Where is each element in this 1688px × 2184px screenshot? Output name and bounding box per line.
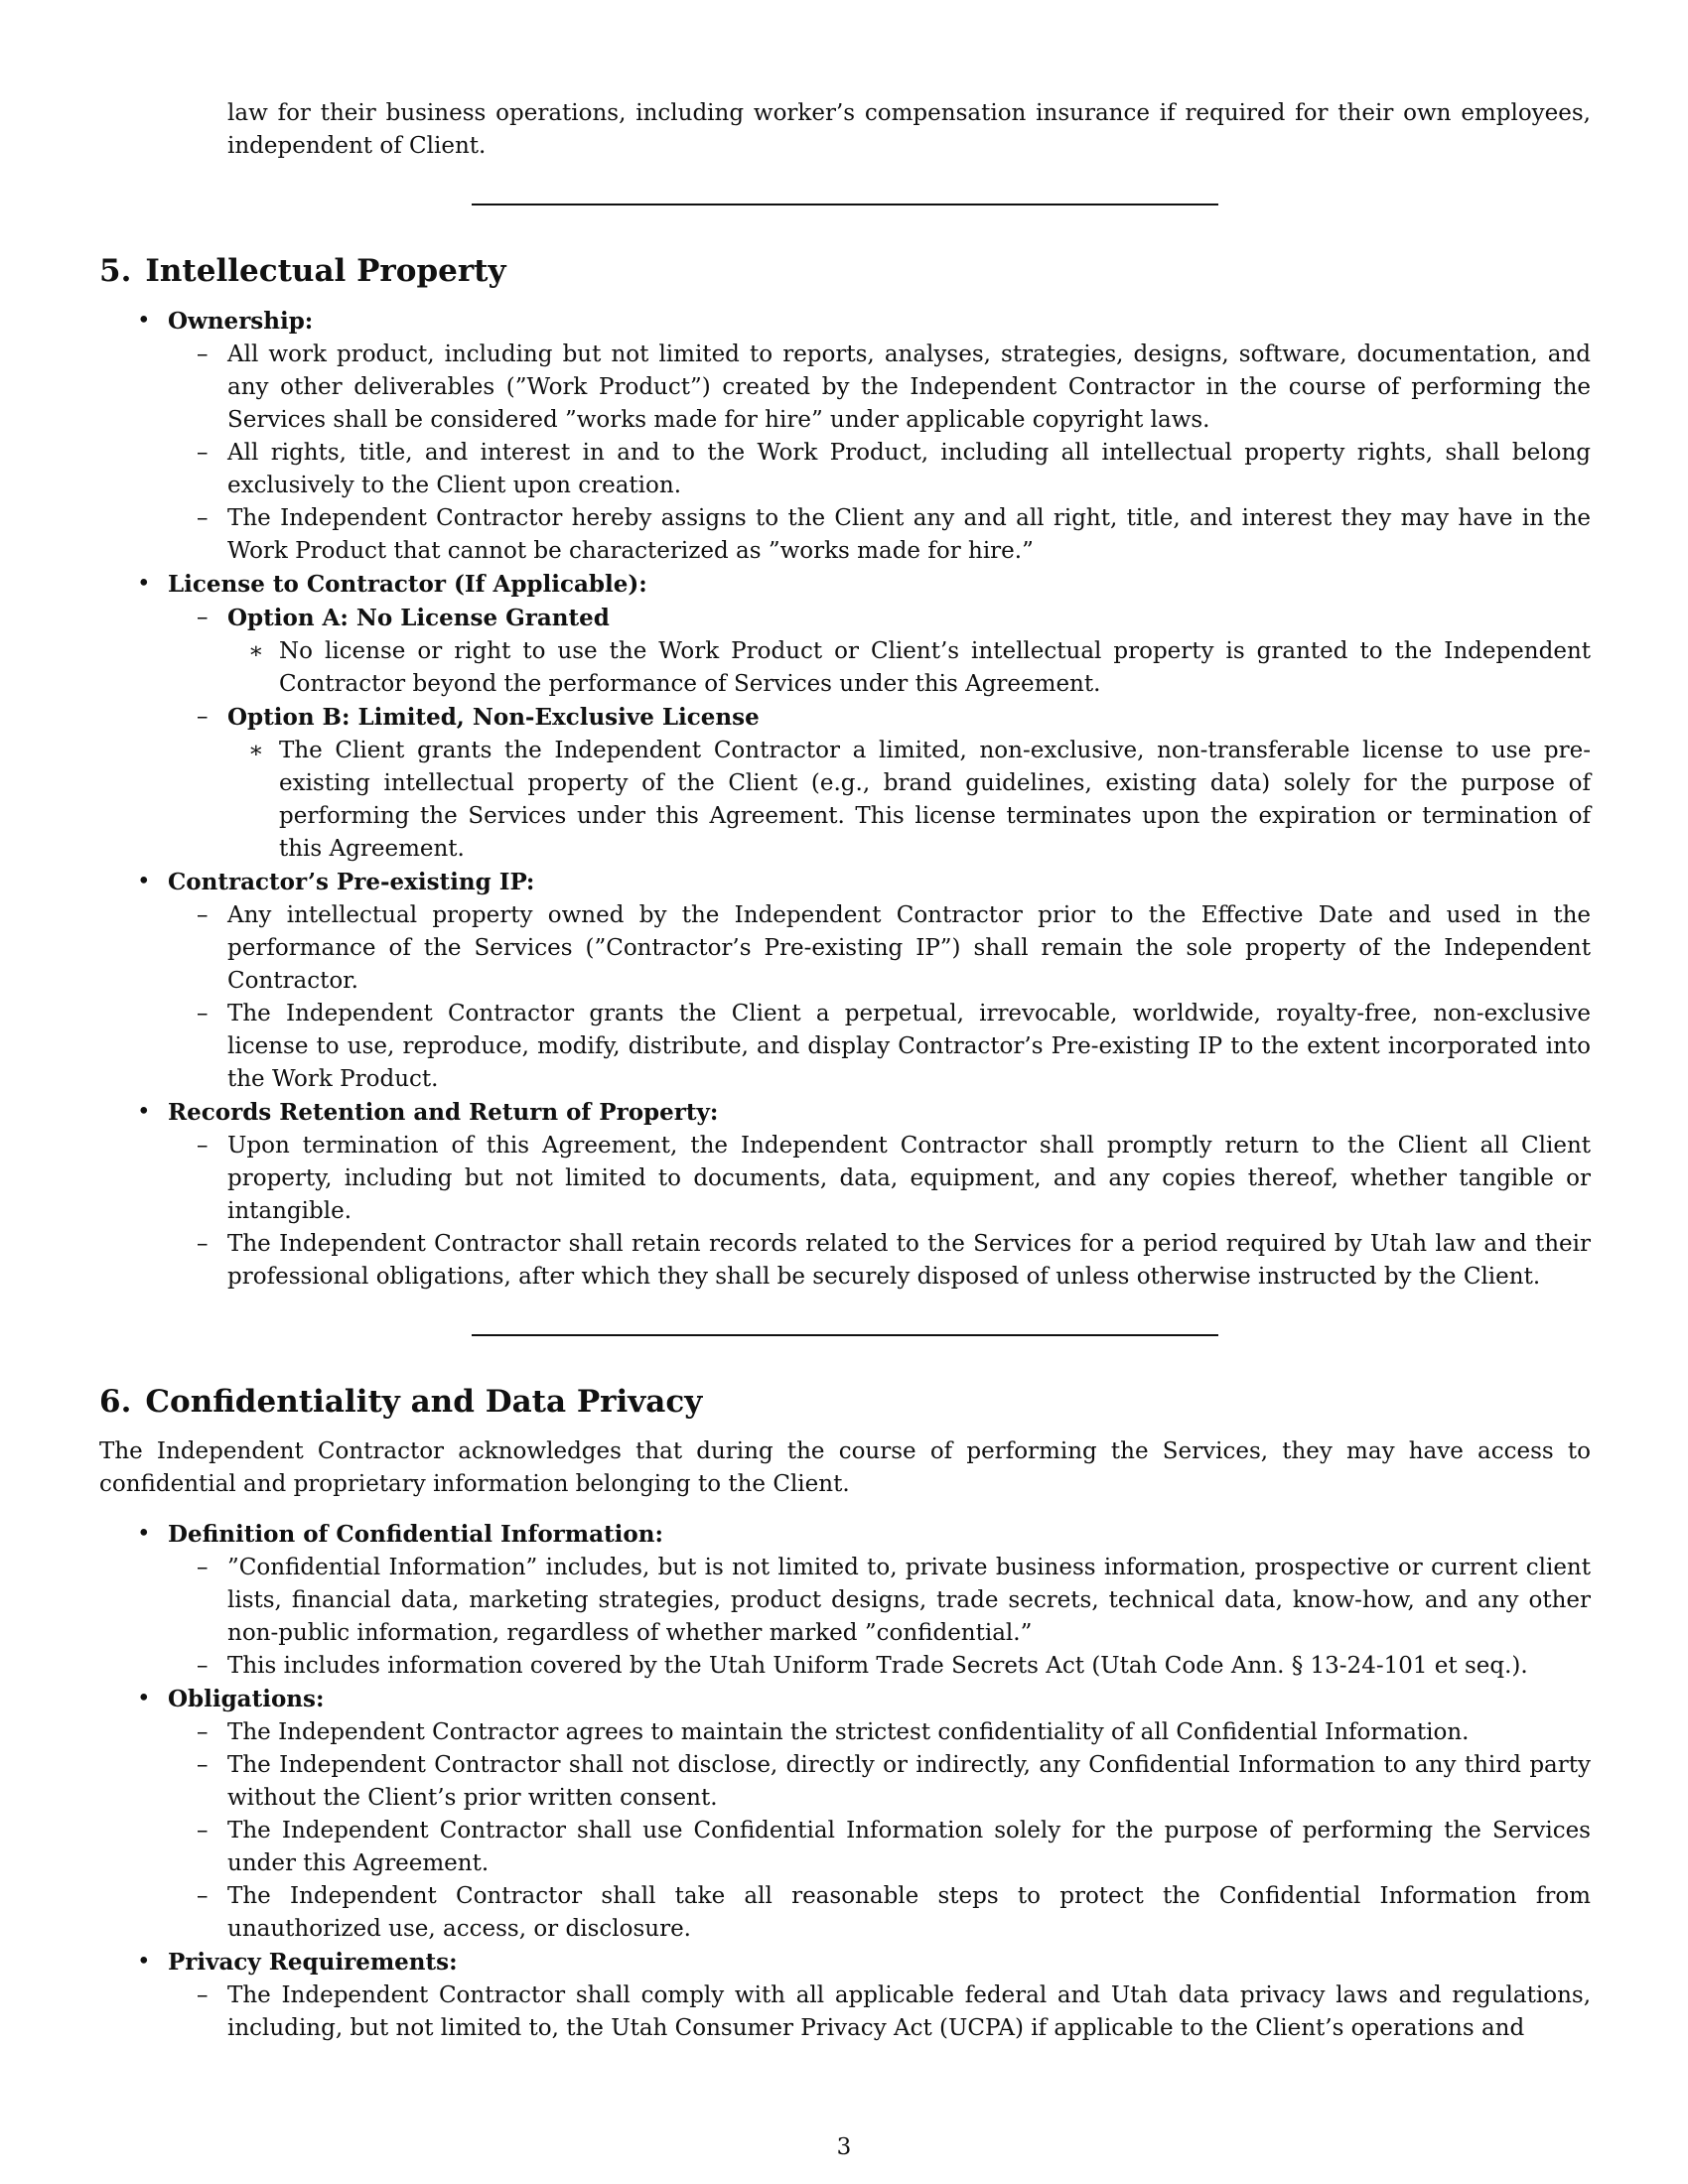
sub-list [168,1716,1591,1946]
item-label: Option B: Limited, Non-Exclusive License [227,704,760,731]
section-number: 5. [99,253,132,289]
bullet-icon: • [137,308,151,334]
bullet-icon: • [137,869,151,894]
list-item [99,866,1591,1096]
continued-paragraph: law for their business operations, including worker’s compensation insurance if required for their own employees, independent of Client. [227,100,1591,159]
item-text: The Independent Contractor shall take all reasonable steps to protect the Confidential Information from unauthorized use, access, or disclosure. [227,1883,1591,1942]
dash-icon: – [197,1818,209,1843]
item-label: Records Retention and Return of Property: [168,1099,719,1126]
item-text: This includes information covered by the Utah Uniform Trade Secrets Act (Utah Code Ann. § 13-24-101 et seq.). [227,1653,1528,1679]
dash-icon: – [197,704,209,730]
list-item [99,1716,1591,1749]
dash-icon: – [197,1133,209,1159]
list-item [99,635,1591,701]
sub-list [168,602,1591,866]
sub-sub-list [227,635,1591,701]
dash-icon: – [197,341,209,367]
list-item [99,899,1591,998]
sub-list [168,1130,1591,1294]
sub-sub-list [227,735,1591,866]
list-item [99,998,1591,1096]
item-text: Any intellectual property owned by the Independent Contractor prior to the Effective Date and used in the performance of the Services (”Contractor’s Pre-existing IP”) shall remain the sole property of the Independent Contractor. [227,902,1591,994]
item-text: The Independent Contractor shall not disclose, directly or indirectly, any Confidential Information to any third party without the Client’s prior written consent. [227,1752,1591,1811]
section-divider [472,204,1218,205]
bullet-icon: • [137,1949,151,1975]
sub-list [168,1979,1591,2045]
item-label: Privacy Requirements: [168,1949,458,1976]
section-divider [472,1334,1218,1336]
list-item [99,1979,1591,2045]
sub-list [168,1552,1591,1683]
item-text: ”Confidential Information” includes, but is not limited to, private business information, prospective or current client lists, financial data, marketing strategies, product designs, trade secrets, technical data, know-how, and any other non-public information, regardless of whether marked ”confidential.” [227,1555,1591,1646]
sub-list [168,899,1591,1096]
item-text: The Independent Contractor agrees to maintain the strictest confidentiality of all Confidential Information. [227,1719,1470,1745]
list-item [99,1650,1591,1683]
item-text: The Client grants the Independent Contractor a limited, non-exclusive, non-transferable license to use pre-existing intellectual property of the Client (e.g., brand guidelines, existing data) solely for the purpose of performing the Services under this Agreement. This license terminates upon the expiration or termination of this Agreement. [279,738,1591,862]
list-item [99,568,1591,866]
section-number: 6. [99,1384,132,1420]
list-item [99,1880,1591,1946]
list-item [99,1096,1591,1294]
list-item [99,305,1591,568]
dash-icon: – [197,1982,209,2008]
document-page [99,97,1591,2045]
list-item [99,1518,1591,1683]
bullet-icon: • [137,1686,151,1711]
dash-icon: – [197,605,209,630]
bullet-list [99,1518,1591,2045]
item-text: No license or right to use the Work Product or Client’s intellectual property is granted to the Independent Contractor beyond the performance of Services under this Agreement. [279,638,1591,697]
item-text: The Independent Contractor shall retain records related to the Services for a period required by Utah law and their professional obligations, after which they shall be securely disposed of unless otherwise instructed by the Client. [227,1231,1591,1290]
list-item [99,339,1591,437]
section-title: Intellectual Property [145,253,506,289]
item-text: The Independent Contractor shall comply with all applicable federal and Utah data privacy laws and regulations, including, but not limited to, the Utah Consumer Privacy Act (UCPA) if applicable to the Client’s operations and [227,1982,1591,2041]
section-intro: The Independent Contractor acknowledges that during the course of performing the Services, they may have access to confidential and proprietary information belonging to the Client. [99,1438,1591,1497]
section-title: Confidentiality and Data Privacy [145,1384,703,1420]
dash-icon: – [197,1719,209,1745]
dash-icon: – [197,440,209,466]
item-label: Option A: No License Granted [227,605,610,631]
item-text: All work product, including but not limited to reports, analyses, strategies, designs, software, documentation, and any other deliverables (”Work Product”) created by the Independent Contractor in the course of performing the Services shall be considered ”works made for hire” under applicable copyright laws. [227,341,1591,433]
item-text: The Independent Contractor grants the Client a perpetual, irrevocable, worldwide, royalty-free, non-exclusive license to use, reproduce, modify, distribute, and display Contractor’s Pre-existing IP to the extent incorporated into the Work Product. [227,1001,1591,1092]
list-item [99,1946,1591,2045]
bullet-icon: • [137,1099,151,1125]
dash-icon: – [197,1231,209,1257]
list-item [99,1552,1591,1650]
item-text: All rights, title, and interest in and to the Work Product, including all intellectual property rights, shall belong exclusively to the Client upon creation. [227,440,1591,498]
dash-icon: – [197,1752,209,1778]
item-text: The Independent Contractor hereby assigns to the Client any and all right, title, and interest they may have in the Work Product that cannot be characterized as ”works made for hire.” [227,505,1591,564]
list-item [99,1749,1591,1815]
dash-icon: – [197,1653,209,1679]
dash-icon: – [197,902,209,928]
list-item [99,735,1591,866]
section-heading [99,253,1591,289]
item-label: Contractor’s Pre-existing IP: [168,869,535,895]
asterisk-icon: ∗ [248,738,264,763]
dash-icon: – [197,1555,209,1580]
page-number: 3 [836,2134,852,2160]
dash-icon: – [197,505,209,531]
dash-icon: – [197,1001,209,1026]
sub-list [168,339,1591,568]
item-text: The Independent Contractor shall use Confidential Information solely for the purpose of performing the Services under this Agreement. [227,1818,1591,1876]
item-label: License to Contractor (If Applicable): [168,571,647,598]
item-label: Obligations: [168,1686,325,1712]
list-item [99,1228,1591,1294]
bullet-list [99,305,1591,1294]
item-label: Ownership: [168,308,314,335]
dash-icon: – [197,1883,209,1909]
item-label: Definition of Confidential Information: [168,1521,663,1548]
section-heading [99,1384,1591,1420]
list-item [99,602,1591,701]
bullet-icon: • [137,1521,151,1547]
bullet-icon: • [137,571,151,597]
list-item [99,1130,1591,1228]
list-item [99,1815,1591,1880]
list-item [99,701,1591,866]
asterisk-icon: ∗ [248,638,264,664]
list-item [99,502,1591,568]
item-text: Upon termination of this Agreement, the Independent Contractor shall promptly return to the Client all Client property, including but not limited to documents, data, equipment, and any copies thereof, whether tangible or intangible. [227,1133,1591,1224]
list-item [99,1683,1591,1946]
list-item [99,437,1591,502]
